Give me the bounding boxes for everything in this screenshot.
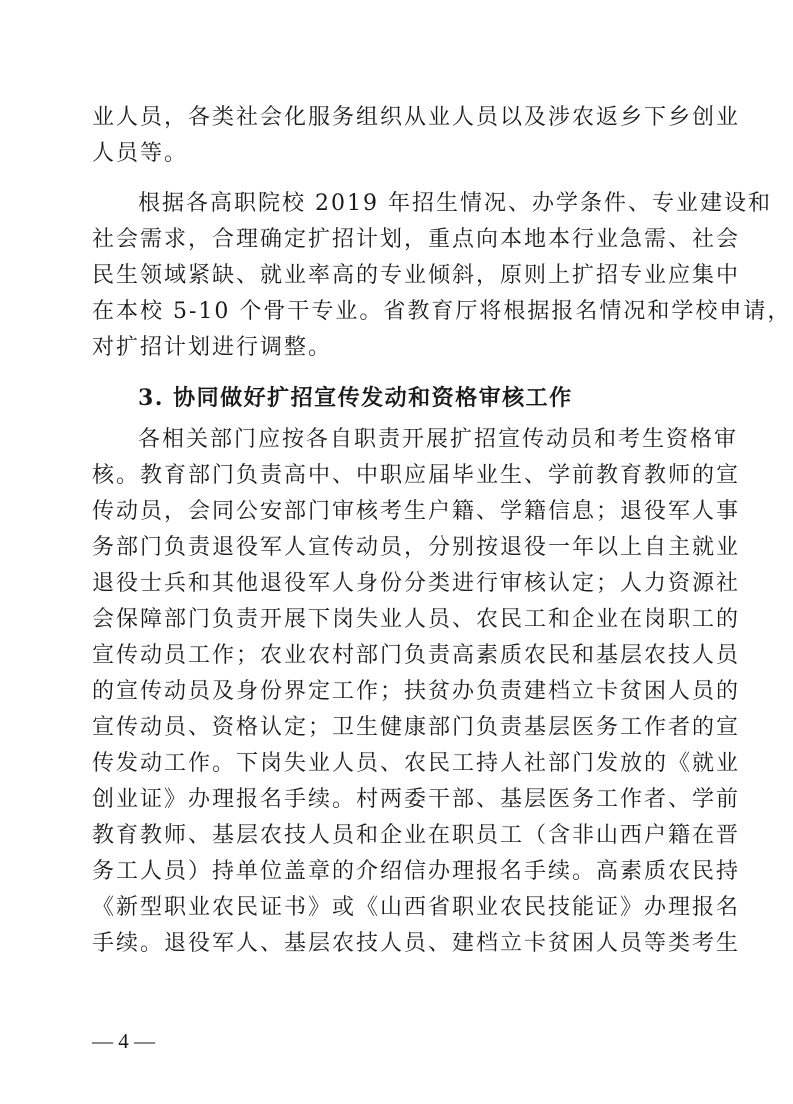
text-line: 务部门负责退役军人宣传动员，分别按退役一年以上自主就业 bbox=[92, 535, 741, 560]
page-number: — 4 — bbox=[92, 1029, 155, 1053]
text-line: 的宣传动员及身份界定工作；扶贫办负责建档立卡贫困人员的 bbox=[92, 679, 741, 704]
text-line: 《新型职业农民证书》或《山西省职业农民技能证》办理报名 bbox=[92, 895, 741, 920]
paragraph-enrollment-plan bbox=[92, 186, 792, 366]
text-line: 人员等。 bbox=[92, 141, 189, 166]
text-line: 宣传动员工作；农业农村部门负责高素质农民和基层农技人员 bbox=[92, 643, 741, 668]
text-line: 在本校 5-10 个骨干专业。省教育厅将根据报名情况和学校申请， bbox=[92, 299, 792, 324]
text-line: 退役士兵和其他退役军人身份分类进行审核认定；人力资源社 bbox=[92, 571, 741, 596]
text-line: 手续。退役军人、基层农技人员、建档立卡贫困人员等类考生 bbox=[92, 931, 741, 956]
text-line: 根据各高职院校 2019 年招生情况、办学条件、专业建设和 bbox=[138, 191, 772, 216]
text-line: 社会需求，合理确定扩招计划，重点向本地本行业急需、社会 bbox=[92, 227, 741, 252]
text-line: 传动员，会同公安部门审核考生户籍、学籍信息；退役军人事 bbox=[92, 499, 741, 524]
paragraph-qualification-review bbox=[92, 422, 741, 962]
text-line: 对扩招计划进行调整。 bbox=[92, 335, 333, 360]
text-line: 民生领域紧缺、就业率高的专业倾斜，原则上扩招专业应集中 bbox=[92, 263, 741, 288]
text-line: 核。教育部门负责高中、中职应届毕业生、学前教育教师的宣 bbox=[92, 463, 741, 488]
text-line: 创业证》办理报名手续。村两委干部、基层医务工作者、学前 bbox=[92, 787, 741, 812]
text-line: 会保障部门负责开展下岗失业人员、农民工和企业在岗职工的 bbox=[92, 607, 741, 632]
paragraph-continued bbox=[92, 100, 741, 172]
text-line: 宣传动员、资格认定；卫生健康部门负责基层医务工作者的宣 bbox=[92, 715, 741, 740]
section-heading: 3. 协同做好扩招宣传发动和资格审核工作 bbox=[138, 385, 573, 411]
text-line: 传发动工作。下岗失业人员、农民工持人社部门发放的《就业 bbox=[92, 751, 741, 776]
text-line: 业人员，各类社会化服务组织从业人员以及涉农返乡下乡创业 bbox=[92, 105, 741, 130]
text-line: 各相关部门应按各自职责开展扩招宣传动员和考生资格审 bbox=[138, 427, 739, 452]
text-line: 务工人员）持单位盖章的介绍信办理报名手续。高素质农民持 bbox=[92, 859, 741, 884]
text-line: 教育教师、基层农技人员和企业在职员工（含非山西户籍在晋 bbox=[92, 823, 741, 848]
